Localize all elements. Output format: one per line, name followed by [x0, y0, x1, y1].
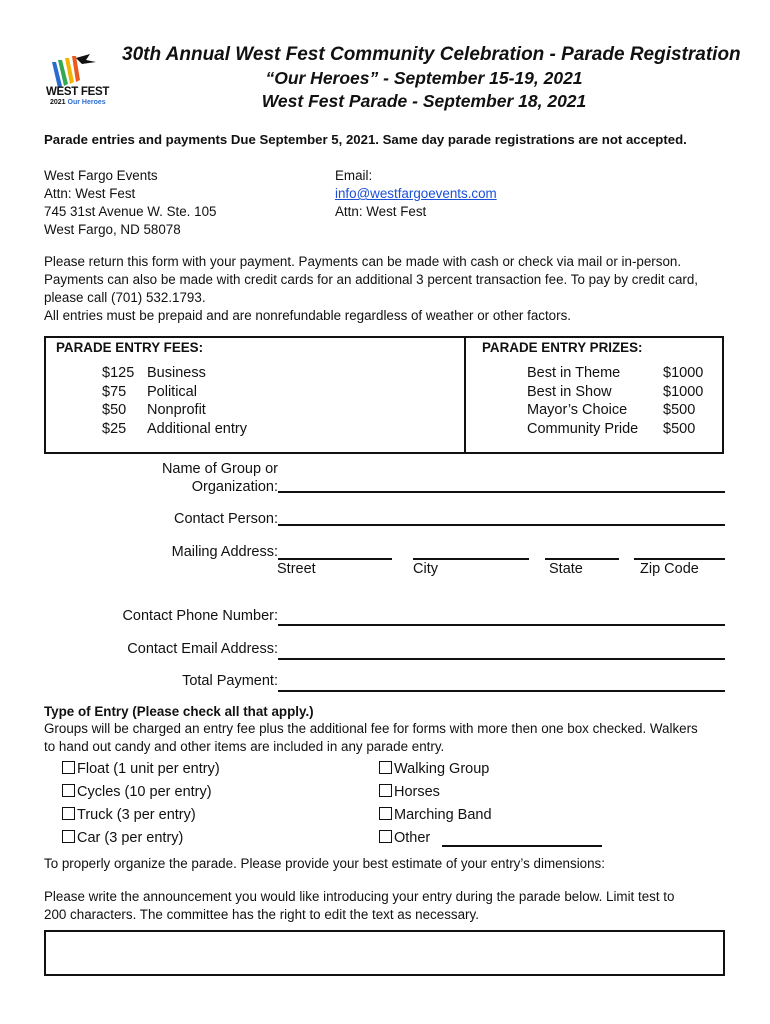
- fee-amount: $25: [102, 420, 127, 437]
- total-payment-field[interactable]: [278, 690, 725, 692]
- prize-amount: $500: [663, 402, 696, 418]
- checkbox[interactable]: [62, 830, 75, 843]
- option-car[interactable]: Car (3 per entry): [62, 829, 183, 847]
- prize-label: Community Pride: [527, 420, 639, 437]
- logo-wordmark: WEST FEST: [46, 86, 110, 98]
- checkbox[interactable]: [379, 807, 392, 820]
- dimensions-note: To properly organize the parade. Please provide your best estimate of your entry’s dimensions:: [44, 856, 605, 871]
- checkbox[interactable]: [379, 784, 392, 797]
- address-line: West Fargo, ND 58078: [44, 222, 181, 237]
- city-field[interactable]: [413, 558, 529, 560]
- address-line: Attn: West Fest: [44, 186, 136, 201]
- email-link[interactable]: info@westfargoevents.com: [335, 186, 497, 201]
- payment-instructions: [44, 253, 698, 325]
- fee-label: Additional entry: [147, 420, 247, 437]
- prize-label: Best in Theme: [527, 365, 621, 381]
- box-divider: [464, 336, 466, 454]
- prize-label: Best in Show: [527, 383, 612, 400]
- fee-label: Business: [147, 365, 206, 381]
- instruction-line: All entries must be prepaid and are nonrefundable regardless of weather or other factors.: [44, 308, 572, 323]
- zip-label: Zip Code: [640, 561, 699, 577]
- zip-field[interactable]: [634, 558, 725, 560]
- option-float[interactable]: Float (1 unit per entry): [62, 760, 220, 778]
- entry-type-heading: Type of Entry (Please check all that apply.): [44, 704, 314, 719]
- contact-phone-label: Contact Phone Number:: [122, 608, 278, 624]
- fee-amount: $75: [102, 383, 127, 400]
- checkbox[interactable]: [62, 784, 75, 797]
- state-label: State: [549, 561, 583, 577]
- contact-person-field[interactable]: [278, 524, 725, 526]
- announcement-textbox[interactable]: [44, 930, 725, 976]
- address-line: 745 31st Avenue W. Ste. 105: [44, 204, 217, 219]
- title-line-1: 30th Annual West Fest Community Celebration - Parade Registration: [122, 44, 741, 65]
- due-notice: Parade entries and payments Due September 5, 2021. Same day parade registrations are not accepted.: [44, 132, 687, 147]
- contact-email-label: Contact Email Address:: [127, 641, 278, 657]
- announcement-line: Please write the announcement you would like introducing your entry during the parade below. Limit test to: [44, 889, 675, 904]
- option-other[interactable]: Other: [379, 829, 430, 847]
- fee-amount: $50: [102, 402, 127, 418]
- org-label-line2: Organization:: [191, 479, 278, 495]
- prize-amount: $1000: [663, 383, 704, 400]
- fees-heading: PARADE ENTRY FEES:: [56, 340, 204, 355]
- instruction-line: Please return this form with your payment. Payments can be made with cash or check via mail or in-person.: [44, 254, 682, 269]
- prizes-heading: PARADE ENTRY PRIZES:: [482, 340, 643, 355]
- option-marching-band[interactable]: Marching Band: [379, 806, 492, 824]
- title-line-3: West Fest Parade - September 18, 2021: [261, 91, 587, 111]
- page-title: [122, 43, 741, 113]
- total-payment-label: Total Payment:: [182, 673, 278, 689]
- contact-phone-field[interactable]: [278, 624, 725, 626]
- checkbox[interactable]: [379, 830, 392, 843]
- instruction-line: Payments can also be made with credit cards for an additional 3 percent transaction fee. To pay by credit card,: [44, 272, 699, 287]
- fee-label: Nonprofit: [147, 402, 206, 418]
- mailing-address-label: Mailing Address:: [171, 544, 278, 560]
- option-cycles[interactable]: Cycles (10 per entry): [62, 783, 212, 801]
- fee-amount: $125: [102, 365, 135, 381]
- prize-amount: $1000: [663, 365, 704, 381]
- contact-person-label: Contact Person:: [174, 511, 278, 527]
- title-line-2: “Our Heroes” - September 15-19, 2021: [265, 68, 583, 88]
- street-field[interactable]: [278, 558, 392, 560]
- entry-note-line: Groups will be charged an entry fee plus the additional fee for forms with more then one box checked. Walkers: [44, 721, 698, 736]
- state-field[interactable]: [545, 558, 619, 560]
- email-block: [335, 167, 497, 221]
- city-label: City: [413, 561, 438, 577]
- prize-label: Mayor’s Choice: [527, 402, 628, 418]
- street-label: Street: [277, 561, 316, 577]
- organization-field[interactable]: [278, 491, 725, 493]
- checkbox[interactable]: [62, 807, 75, 820]
- email-attn: Attn: West Fest: [335, 204, 427, 219]
- logo-subtitle: 2021 Our Heroes: [50, 99, 106, 106]
- prize-amount: $500: [663, 420, 696, 437]
- option-truck[interactable]: Truck (3 per entry): [62, 806, 196, 824]
- checkbox[interactable]: [62, 761, 75, 774]
- fee-label: Political: [147, 383, 197, 400]
- entry-note-line: to hand out candy and other items are included in any parade entry.: [44, 739, 445, 754]
- option-walking-group[interactable]: Walking Group: [379, 760, 489, 778]
- fees-prizes-box: [44, 336, 724, 454]
- org-label-line1: Name of Group or: [161, 461, 278, 477]
- email-label: Email:: [335, 168, 373, 183]
- contact-email-field[interactable]: [278, 658, 725, 660]
- instruction-line: please call (701) 532.1793.: [44, 290, 206, 305]
- announcement-instructions: [44, 888, 674, 924]
- mailing-address-block: [44, 167, 216, 239]
- option-horses[interactable]: Horses: [379, 783, 440, 801]
- other-field[interactable]: [442, 845, 602, 847]
- announcement-line: 200 characters. The committee has the right to edit the text as necessary.: [44, 907, 479, 922]
- entry-type-note: [44, 720, 698, 756]
- checkbox[interactable]: [379, 761, 392, 774]
- address-line: West Fargo Events: [44, 168, 158, 183]
